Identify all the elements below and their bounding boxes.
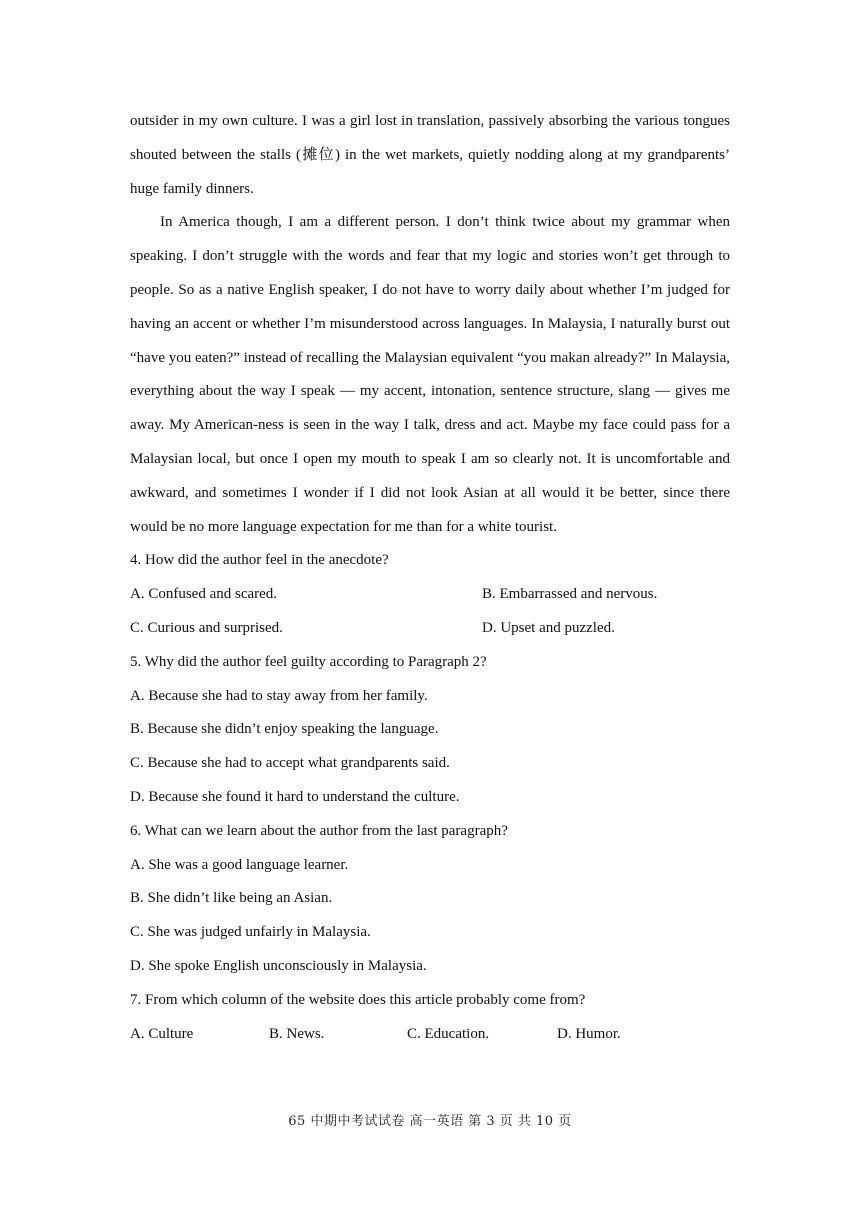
page-footer: 65 中期中考试试卷 高一英语 第 3 页 共 10 页 (288, 1114, 572, 1129)
question-6 (130, 815, 730, 984)
question-7-option-a: A. Culture (130, 1025, 194, 1042)
question-5 (130, 646, 730, 815)
question-4-options-row-1 (130, 578, 730, 612)
question-5-option-a: A. Because she had to stay away from her family. (130, 687, 428, 704)
question-5-option-c: C. Because she had to accept what grandparents said. (130, 755, 450, 772)
question-6-option-c: C. She was judged unfairly in Malaysia. (130, 924, 371, 941)
question-4-options-row-2 (130, 612, 730, 646)
question-4 (130, 544, 730, 645)
question-6-stem: 6. What can we learn about the author from the last paragraph? (130, 822, 508, 839)
question-7-option-b: B. News. (269, 1025, 325, 1042)
question-4-option-c: C. Curious and surprised. (130, 619, 283, 636)
question-6-option-a: A. She was a good language learner. (130, 856, 349, 873)
question-4-option-d: D. Upset and puzzled. (482, 619, 615, 636)
question-7-options-row (130, 1018, 730, 1052)
passage-paragraph-continued: outsider in my own culture. I was a girl lost in translation, passively absorbing the various tongues shouted between the stalls (摊位) in the wet markets, quietly nodding along at my grandparents’ huge family dinners. (130, 113, 730, 197)
question-7-option-d: D. Humor. (557, 1025, 621, 1042)
question-4-option-a: A. Confused and scared. (130, 586, 278, 603)
question-7-option-c: C. Education. (407, 1025, 490, 1042)
exam-page (130, 105, 730, 1051)
question-4-option-b: B. Embarrassed and nervous. (482, 586, 658, 603)
question-5-stem: 5. Why did the author feel guilty according to Paragraph 2? (130, 653, 487, 670)
question-7 (130, 984, 730, 1052)
question-7-stem: 7. From which column of the website does this article probably come from? (130, 991, 586, 1008)
question-4-stem: 4. How did the author feel in the anecdote? (130, 552, 389, 569)
question-5-option-d: D. Because she found it hard to understand the culture. (130, 788, 460, 805)
question-6-option-b: B. She didn’t like being an Asian. (130, 890, 333, 907)
passage-paragraph-last: In America though, I am a different person. I don’t think twice about my grammar when speaking. I don’t struggle with the words and fear that my logic and stories won’t get through to people. So as a native English speaker, I do not have to worry daily about whether I’m judged for having an accent or whether I’m misunderstood across languages. In Malaysia, I naturally burst out “have you eaten?” instead of recalling the Malaysian equivalent “you makan already?” In Malaysia, everything about the way I speak — my accent, intonation, sentence structure, slang — gives me away. My American-ness is seen in the way I talk, dress and act. Maybe my face could pass for a Malaysian local, but once I open my mouth to speak I am so clearly not. It is uncomfortable and awkward, and sometimes I wonder if I did not look Asian at all would it be better, since there would be no more language expectation for me than for a white tourist. (130, 214, 730, 535)
question-6-option-d: D. She spoke English unconsciously in Malaysia. (130, 957, 427, 974)
question-5-option-b: B. Because she didn’t enjoy speaking the language. (130, 721, 439, 738)
